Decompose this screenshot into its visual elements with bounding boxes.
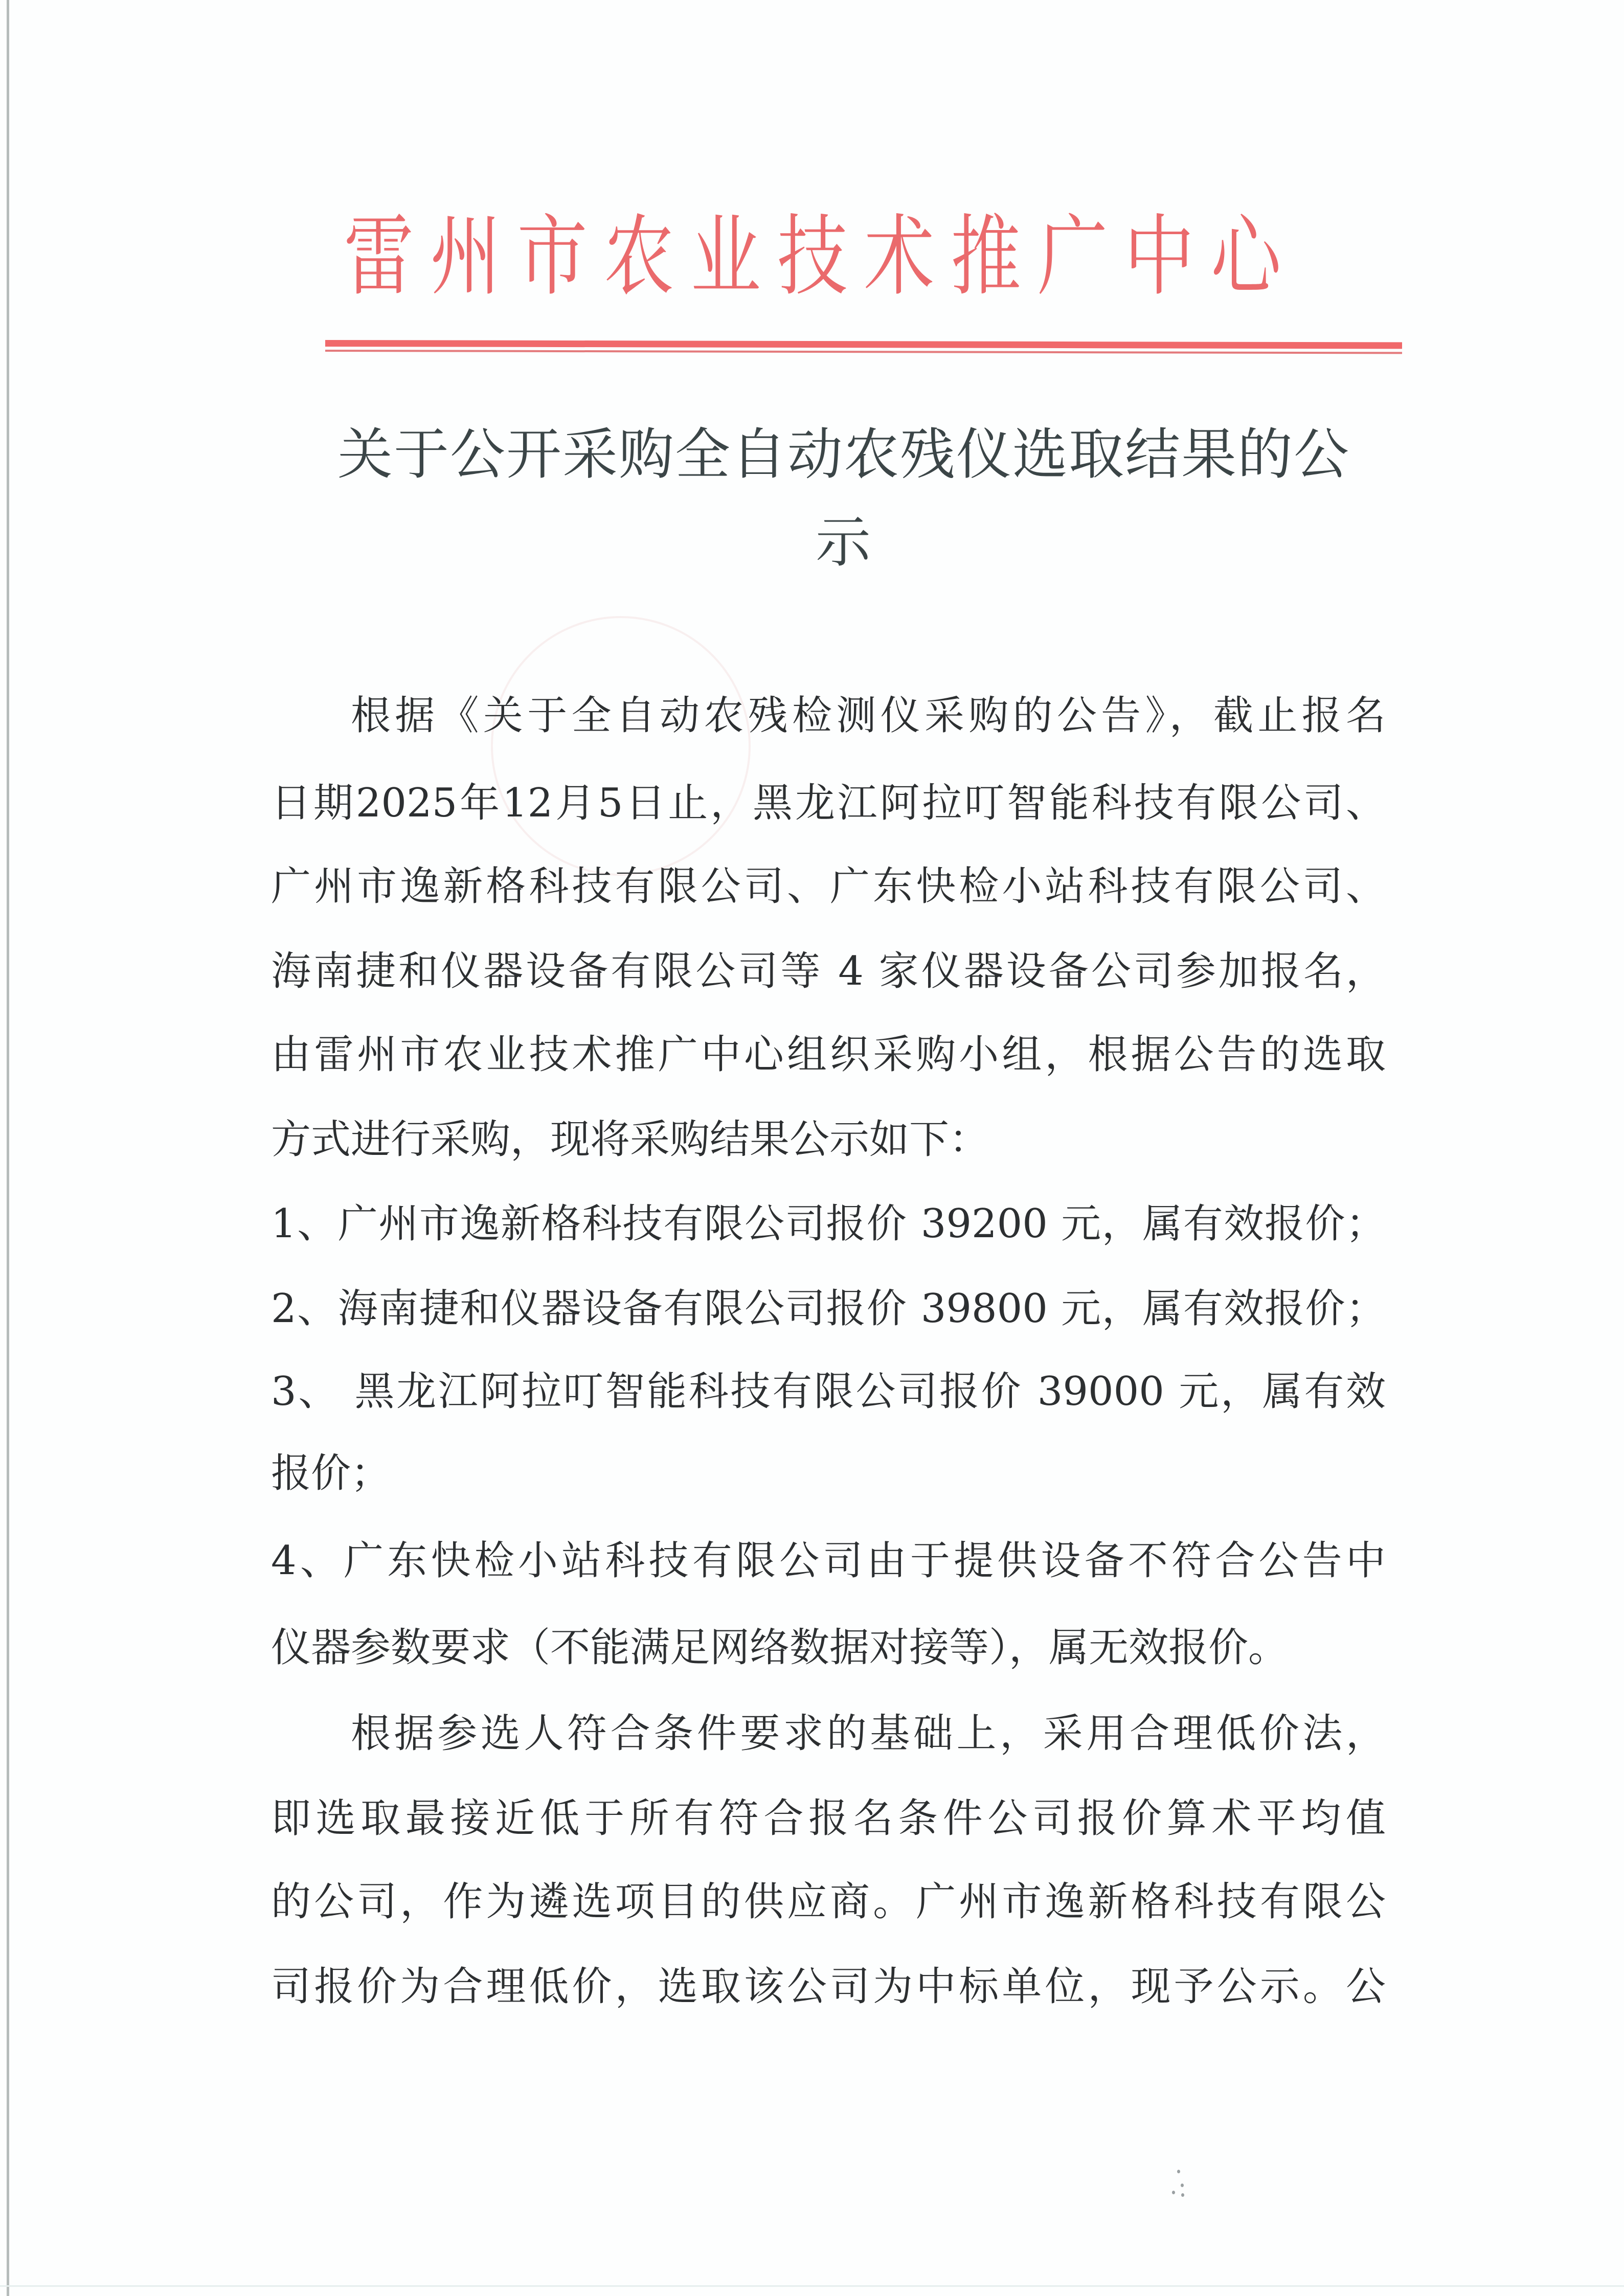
body-line: 的公司，作为遴选项目的供应商。广州市逸新格科技有限公 xyxy=(271,1879,1386,1925)
scan-speck xyxy=(1172,2191,1175,2194)
bid-item-3: 3、 黑龙江阿拉叮智能科技有限公司报价 39000 元，属有效 xyxy=(271,1369,1386,1415)
bid-item-1: 1、广州市逸新格科技有限公司报价 39200 元，属有效报价； xyxy=(271,1201,1386,1247)
body-line: 根据参选人符合条件要求的基础上，采用合理低价法， xyxy=(351,1711,1386,1757)
body-line: 海南捷和仪器设备有限公司等 4 家仪器设备公司参加报名， xyxy=(271,948,1386,994)
body-line: 根据《关于全自动农残检测仪采购的公告》，截止报名 xyxy=(351,693,1386,739)
scan-speck xyxy=(1181,2193,1184,2197)
bid-item-2: 2、海南捷和仪器设备有限公司报价 39800 元，属有效报价； xyxy=(271,1286,1386,1332)
masthead-org-name: 雷州市农业技术推广中心 xyxy=(344,205,1298,308)
scan-speck xyxy=(1181,2184,1184,2187)
body-line: 广州市逸新格科技有限公司、广东快检小站科技有限公司、 xyxy=(271,863,1386,910)
document-title-line-2: 示 xyxy=(815,511,872,575)
bid-item-4-continued: 仪器参数要求（不能满足网络数据对接等），属无效报价。 xyxy=(271,1625,1289,1671)
body-line: 即选取最接近低于所有符合报名条件公司报价算术平均值 xyxy=(271,1795,1386,1842)
body-line: 司报价为合理低价，选取该公司为中标单位，现予公示。公 xyxy=(271,1964,1386,2010)
masthead-thick-rule xyxy=(325,340,1402,349)
scan-speck xyxy=(1177,2170,1180,2173)
faint-stamp-mark xyxy=(491,616,751,876)
bid-item-3-continued: 报价； xyxy=(271,1450,391,1496)
scan-edge-line xyxy=(7,0,9,2296)
bid-item-4: 4、广东快检小站科技有限公司由于提供设备不符合公告中 xyxy=(271,1538,1386,1584)
document-title-line-1: 关于公开采购全自动农残仪选取结果的公 xyxy=(337,423,1350,487)
body-line: 由雷州市农业技术推广中心组织采购小组，根据公告的选取 xyxy=(271,1032,1386,1078)
body-line: 日期2025年12月5日止，黑龙江阿拉叮智能科技有限公司、 xyxy=(271,780,1386,826)
body-line: 方式进行采购，现将采购结果公示如下： xyxy=(271,1117,989,1163)
masthead-thin-rule xyxy=(325,350,1402,354)
scan-bottom-edge xyxy=(0,2285,1624,2287)
